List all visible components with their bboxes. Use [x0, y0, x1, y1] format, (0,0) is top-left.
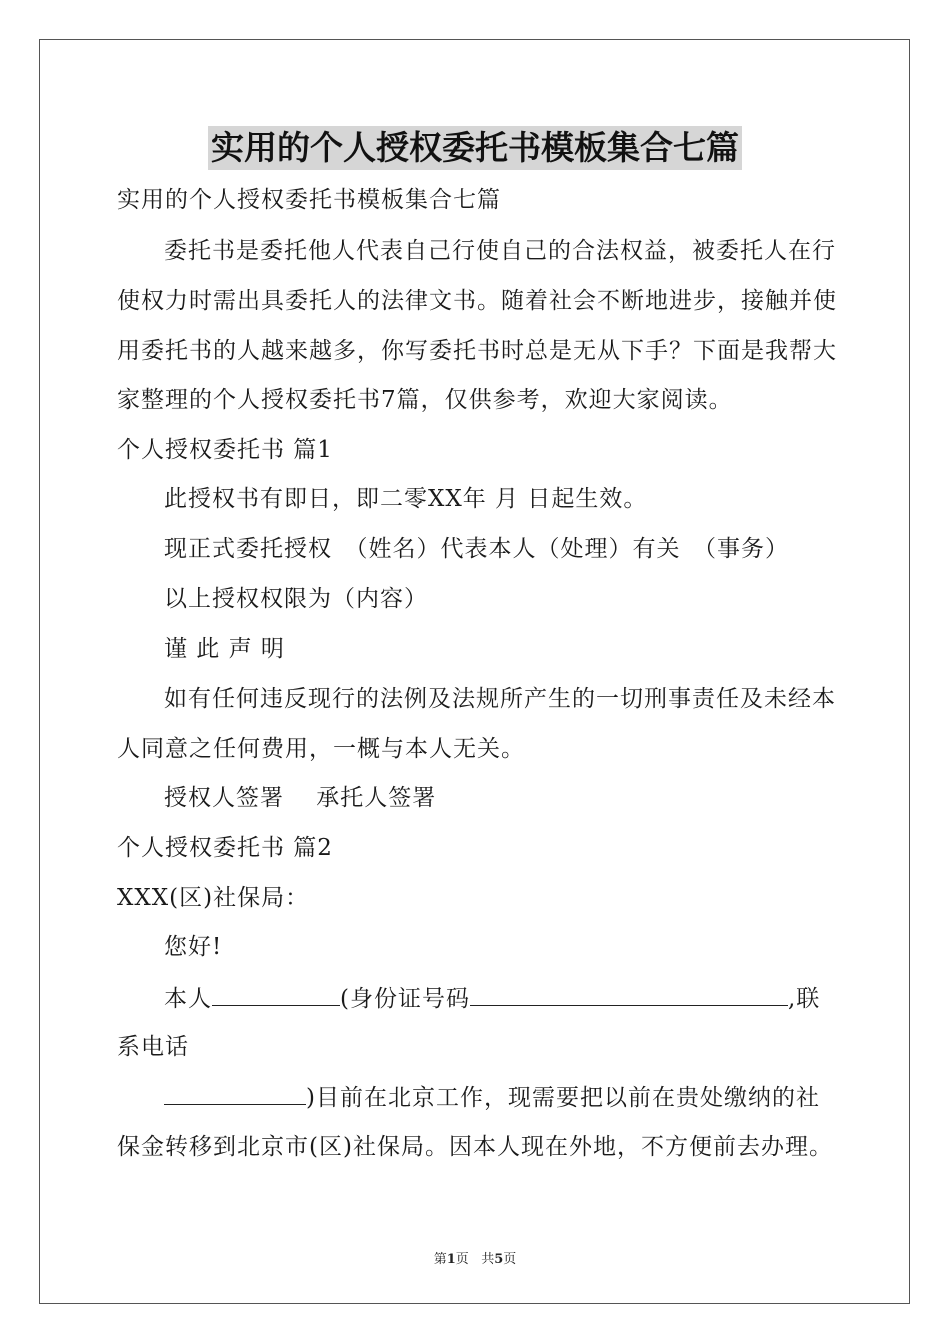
intro-line-2: 使权力时需出具委托人的法律文书。随着社会不断地进步，接触并使: [117, 288, 837, 314]
document-subtitle: 实用的个人授权委托书模板集合七篇: [117, 187, 501, 213]
footer-page-prefix: 第: [433, 1252, 447, 1267]
section2-heading: 个人授权委托书 篇2: [117, 835, 333, 861]
intro-line-3: 用委托书的人越来越多，你写委托书时总是无从下手？下面是我帮大: [117, 338, 837, 364]
document-title: 实用的个人授权委托书模板集合七篇: [208, 126, 742, 170]
title-container: [0, 126, 950, 170]
section1-disclaimer-2: 人同意之任何费用，一概与本人无关。: [117, 736, 525, 762]
section2-greeting: 您好!: [164, 934, 223, 960]
section2-body-line-2: [164, 1082, 884, 1113]
body-cont-text: )目前在北京工作，现需要把以前在贵处缴纳的社: [306, 1085, 820, 1111]
section1-scope: 以上授权权限为（内容）: [164, 586, 428, 612]
section1-disclaimer-1: 如有任何违反现行的法例及法规所产生的一切刑事责任及未经本: [164, 686, 836, 712]
footer-total-suffix: 页: [503, 1252, 517, 1267]
phone-blank: [164, 1082, 306, 1105]
intro-line-4: 家整理的个人授权委托书7篇，仅供参考，欢迎大家阅读。: [117, 387, 733, 413]
section1-signatures: 授权人签署 承托人签署: [164, 785, 437, 811]
id-label-text: (身份证号码: [340, 986, 470, 1012]
page-border: [39, 39, 910, 1304]
section1-heading: 个人授权委托书 篇1: [117, 437, 333, 463]
id-number-blank: [470, 983, 788, 1006]
section1-effective: 此授权书有即日，即二零XX年 月 日起生效。: [164, 486, 648, 512]
section1-authorize: 现正式委托授权 （姓名）代表本人（处理）有关 （事务）: [164, 536, 789, 562]
footer-page-number: 1: [446, 1252, 456, 1267]
section2-contact-label: 系电话: [117, 1034, 189, 1060]
name-blank: [212, 983, 340, 1006]
section2-addressee: XXX(区)社保局：: [117, 885, 310, 911]
contact-suffix-text: ,联: [787, 986, 821, 1012]
page-footer: [0, 1248, 950, 1267]
intro-line-1: 委托书是委托他人代表自己行使自己的合法权益，被委托人在行: [164, 238, 836, 264]
footer-page-suffix: 页: [455, 1252, 469, 1267]
section1-declare: 谨 此 声 明: [164, 636, 285, 662]
body-start-text: 本人: [164, 986, 212, 1012]
footer-total-pages: 5: [494, 1252, 504, 1267]
footer-total-prefix: 共: [481, 1252, 495, 1267]
section2-body-line-3: 保金转移到北京市(区)社保局。因本人现在外地，不方便前去办理。: [117, 1134, 833, 1160]
section2-body-line-1: [164, 983, 884, 1014]
